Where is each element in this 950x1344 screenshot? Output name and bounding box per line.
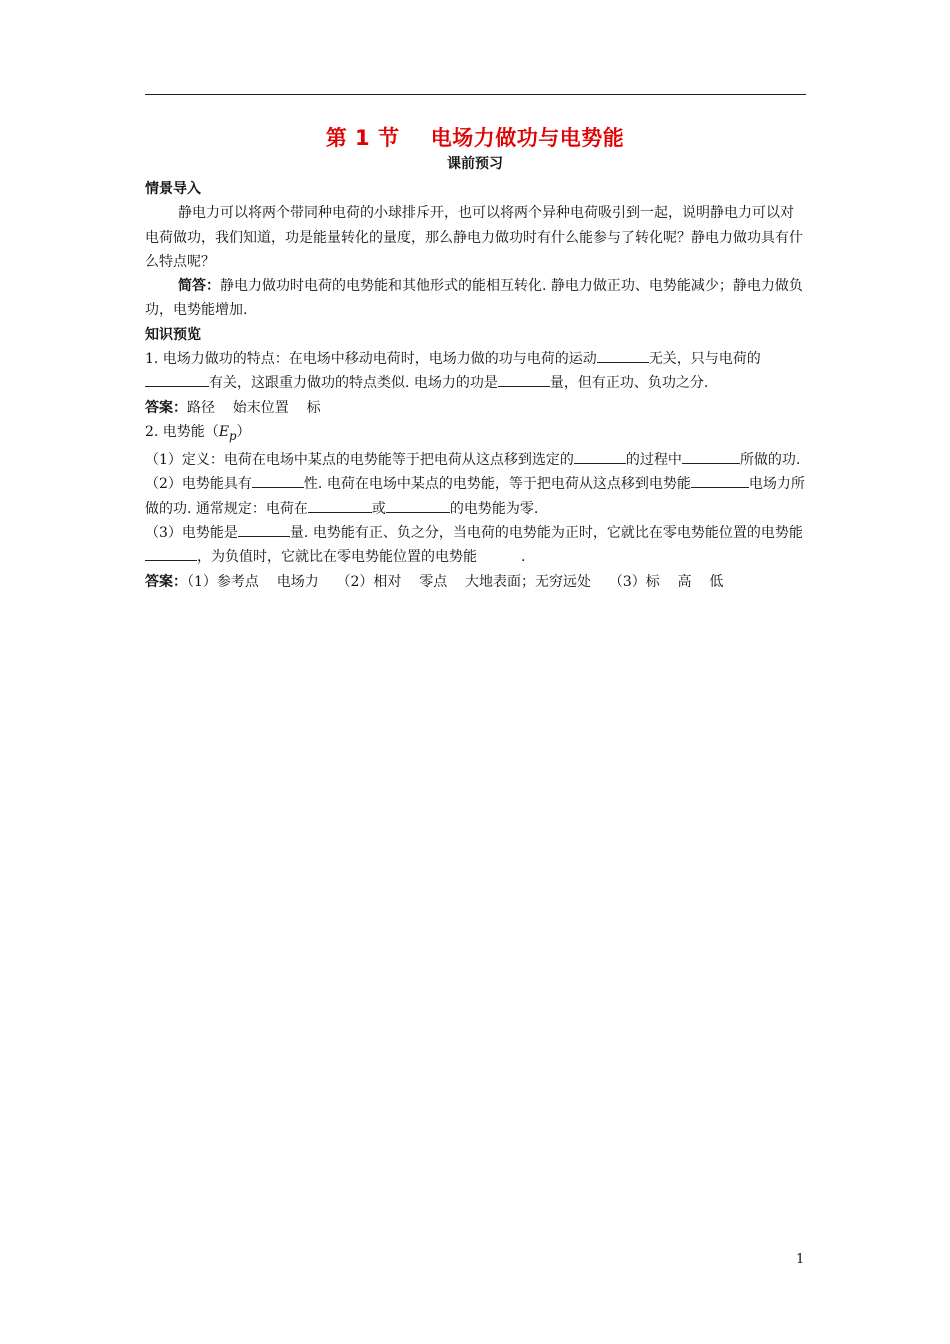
intro-answer-text: 静电力做功时电荷的电势能和其他形式的能相互转化. 静电力做正功、电势能减少；静电力做负功，电势能增加.	[145, 278, 803, 319]
fill-blank	[498, 372, 550, 387]
answer-1-label: 答案：	[145, 399, 187, 416]
fill-blank	[145, 372, 209, 387]
question-2-2-text-d: 或	[371, 500, 386, 517]
page-number: 1	[796, 1252, 805, 1267]
preview-heading: 知识预览	[145, 326, 201, 343]
document-body	[145, 177, 807, 594]
question-2-title-suffix: ）	[236, 423, 251, 440]
fill-blank	[691, 473, 724, 488]
question-2-3	[145, 521, 807, 570]
fill-blank	[252, 473, 304, 488]
question-1	[145, 347, 807, 396]
answer-1	[145, 396, 807, 420]
question-2-1	[145, 448, 807, 472]
question-2-3-text-a: （3）电势能是	[145, 524, 238, 541]
intro-paragraph: 静电力可以将两个带同种电荷的小球排斥开，也可以将两个异种电荷吸引到一起，说明静电力可以对电荷做功，我们知道，功是能量转化的量度，那么静电力做功时有什么能参与了转化呢？静电力做功具有什么特点呢？	[145, 205, 803, 270]
question-2-2	[145, 472, 807, 521]
question-2-1-text-b: 的过程中	[625, 452, 682, 469]
question-2-1-text-c: 所做的功.	[739, 452, 801, 469]
fill-blank	[597, 348, 649, 363]
fill-blank	[238, 522, 290, 537]
fill-blank	[682, 449, 715, 464]
answer-2-label: 答案：	[145, 573, 187, 590]
potential-energy-symbol: E	[218, 423, 230, 440]
question-2-3-text-d: .	[521, 549, 526, 566]
section-subtitle: 课前预习	[447, 156, 503, 172]
question-2-1-text-a: （1）定义：电荷在电场中某点的电势能等于把电荷从这点移到选定的	[145, 452, 574, 469]
fill-blank	[386, 498, 450, 513]
question-1-text-b: 无关，只与电荷的	[648, 351, 761, 368]
question-2-2-text-c: 电场力所做的功. 通常规定：电荷在	[145, 476, 805, 517]
intro-answer-label: 简答：	[178, 278, 220, 295]
question-2-title	[145, 420, 807, 448]
potential-energy-subscript: p	[229, 428, 237, 443]
fill-blank	[724, 473, 749, 488]
question-2-2-text-e: 的电势能为零.	[449, 500, 539, 517]
question-2-3-text-b: 量. 电势能有正、负之分，当电荷的电势能为正时，它就比在零电势能位置的电势能	[289, 524, 803, 541]
question-2-3-text-c: ，为负值时，它就比在零电势能位置的电势能	[197, 549, 477, 566]
question-2-2-text-a: （2）电势能具有	[145, 476, 252, 493]
intro-heading: 情景导入	[145, 181, 201, 197]
page-title: 第 1 节 电场力做功与电势能	[325, 126, 625, 150]
header-rule	[145, 94, 806, 95]
fill-blank	[574, 449, 626, 464]
fill-blank	[715, 449, 740, 464]
answer-2-text: （1）参考点 电场力 （2）相对 零点 大地表面；无穷远处 （3）标 高 低	[187, 573, 724, 590]
answer-2	[145, 570, 807, 594]
question-1-text-a: 1. 电场力做功的特点：在电场中移动电荷时，电场力做的功与电荷的运动	[145, 351, 597, 368]
answer-1-text: 路径 始末位置 标	[187, 399, 321, 416]
intro-answer	[145, 274, 807, 323]
question-2-2-text-b: 性. 电荷在电场中某点的电势能，等于把电荷从这点移到电势能	[303, 476, 691, 493]
fill-blank	[308, 498, 372, 513]
question-1-text-c: 有关，这跟重力做功的特点类似. 电场力的功是	[209, 375, 498, 392]
question-2-title-prefix: 2. 电势能（	[145, 423, 219, 440]
question-1-text-d: 量，但有正功、负功之分.	[549, 375, 709, 392]
fill-blank	[145, 546, 197, 561]
